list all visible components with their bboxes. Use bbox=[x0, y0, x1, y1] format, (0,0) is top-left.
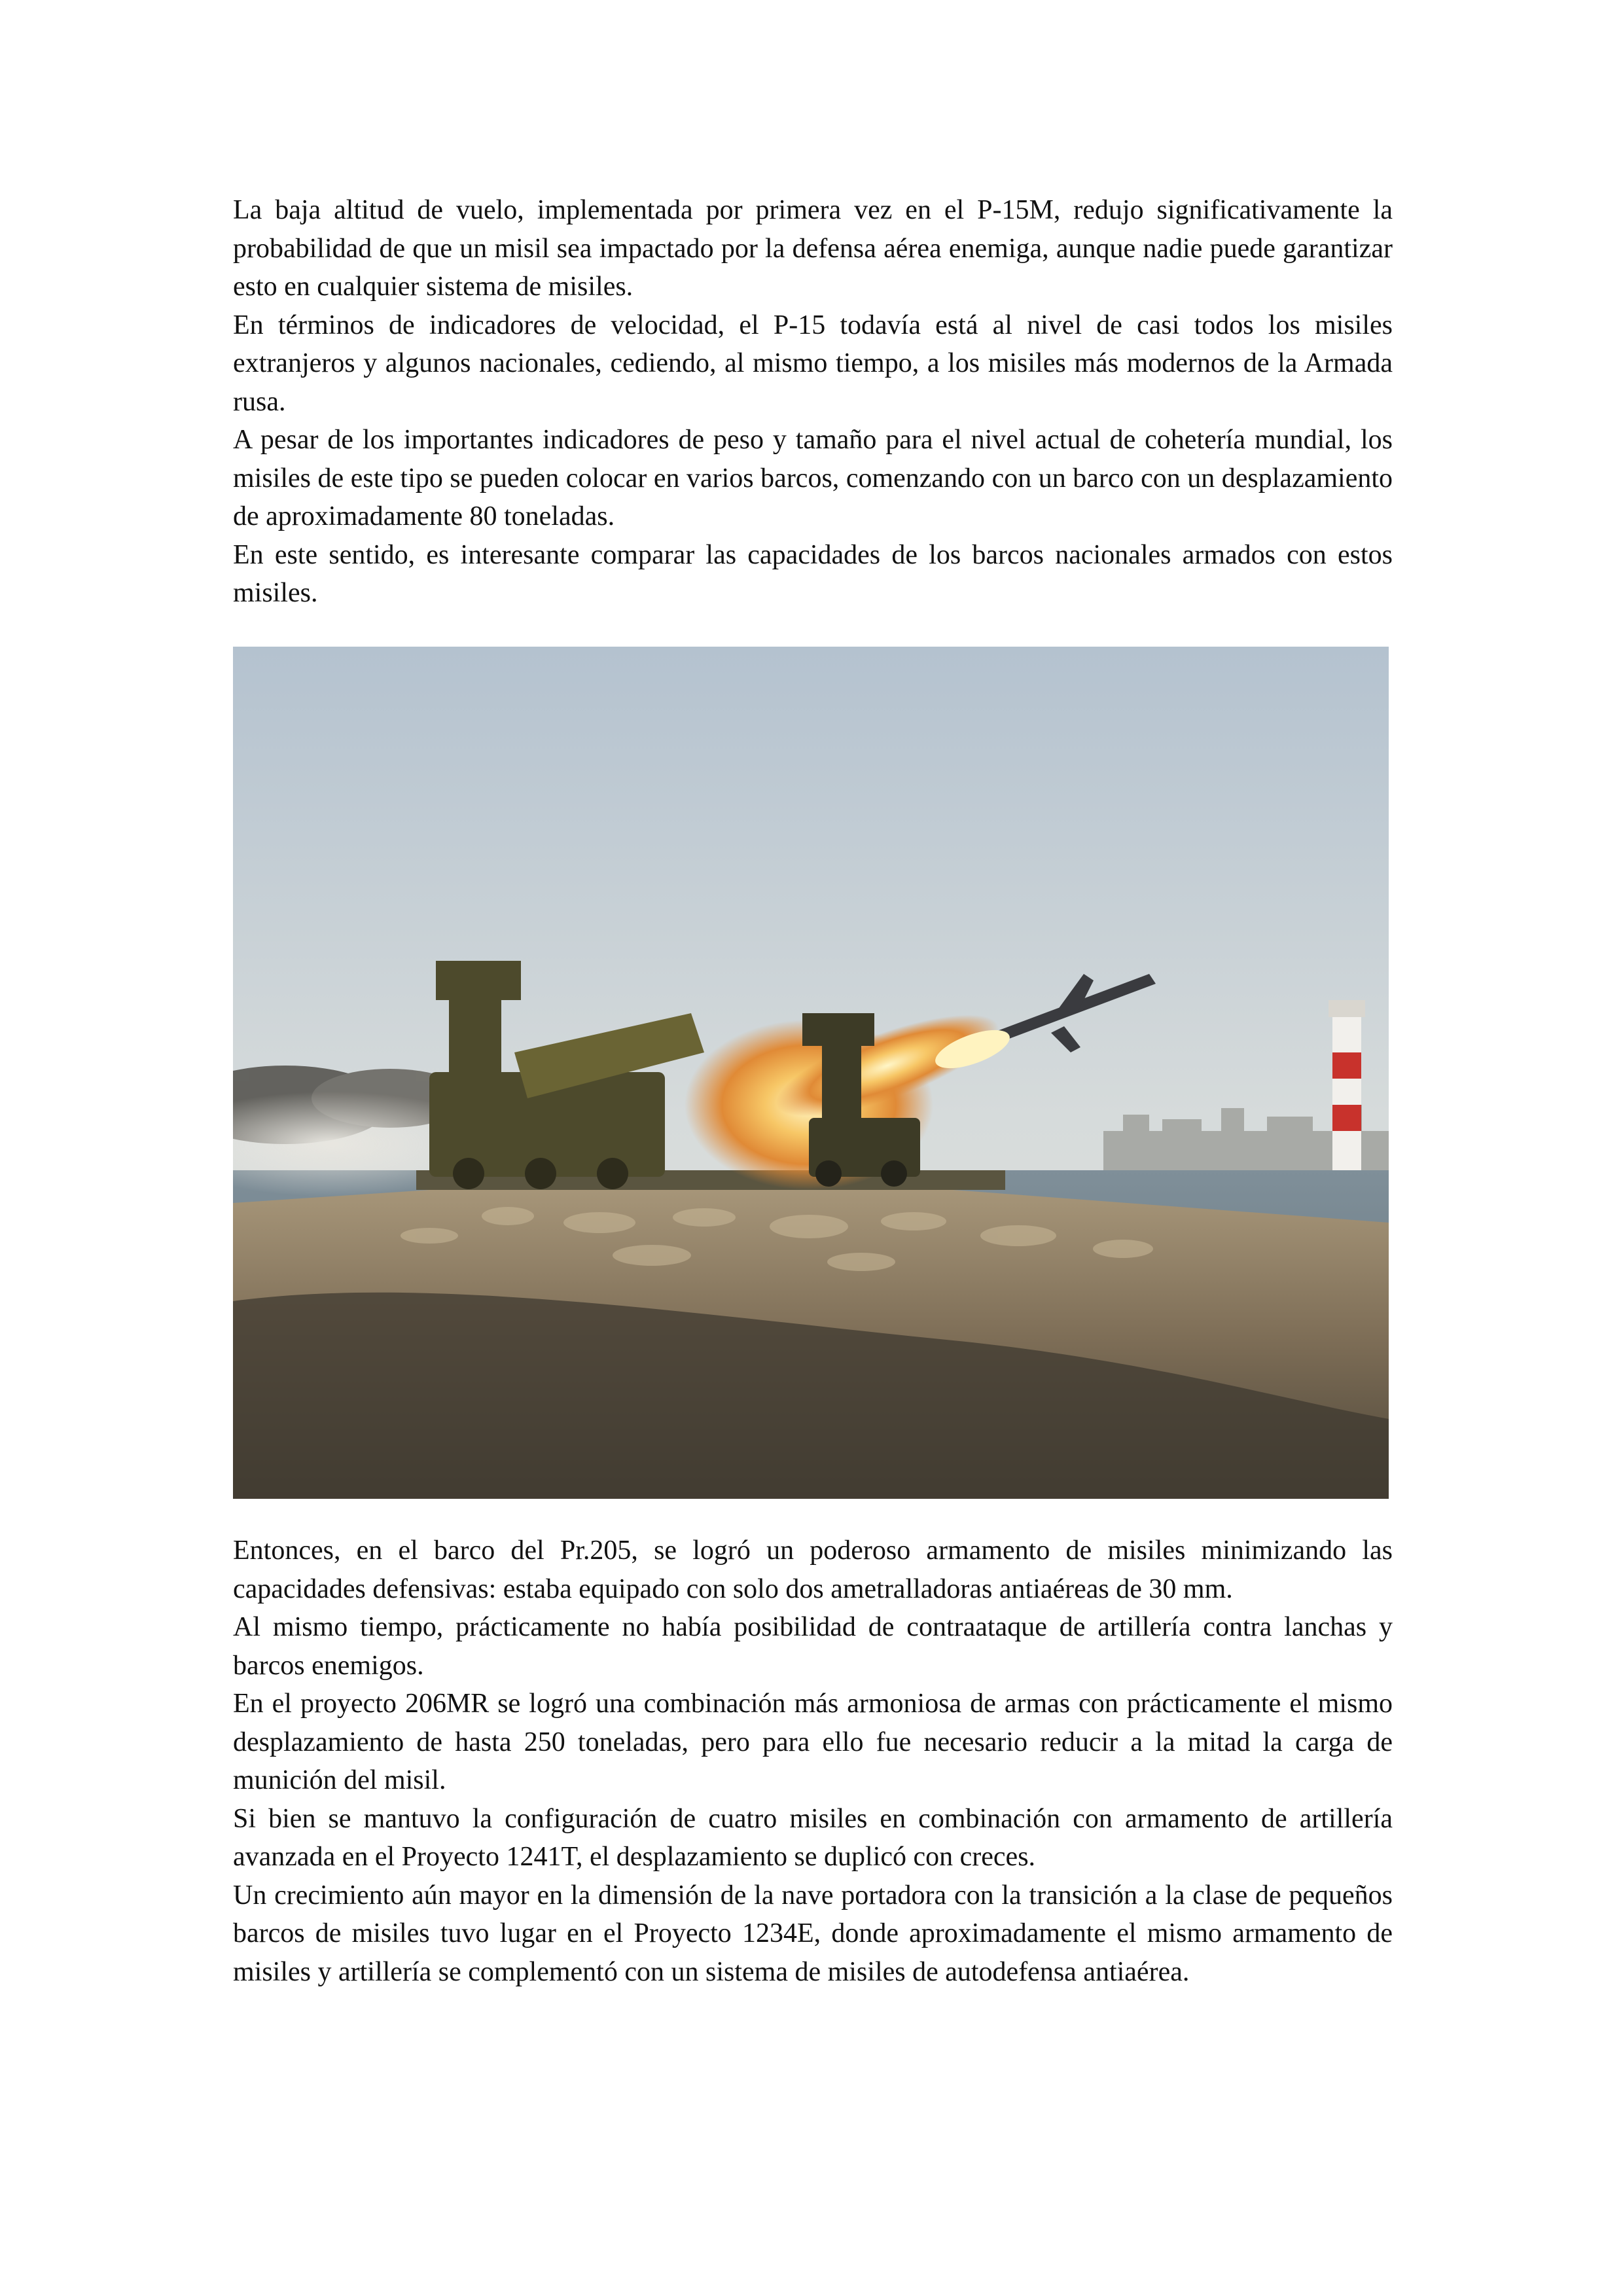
paragraph: Un crecimiento aún mayor en la dimensión de la nave portadora con la transición a la clase de pequeños barcos de misiles tuvo lugar en el Proyecto 1234E, donde aproximadamente el mismo armamento de misiles y artillería se complementó con un sistema de misiles de autodefensa antiaérea. bbox=[233, 1880, 1393, 1987]
lighthouse bbox=[1329, 1000, 1365, 1170]
paragraph: Al mismo tiempo, prácticamente no había posibilidad de contraataque de artillería contra lanchas y barcos enemigos. bbox=[233, 1612, 1393, 1681]
text-block-top bbox=[233, 191, 1393, 613]
paragraph: En el proyecto 206MR se logró una combinación más armoniosa de armas con prácticamente el mismo desplazamiento de hasta 250 toneladas, pero para ello fue necesario reducir a la mitad la carga de munición del misil. bbox=[233, 1689, 1393, 1795]
paragraph: La baja altitud de vuelo, implementada por primera vez en el P-15M, redujo significativamente la probabilidad de que un misil sea impactado por la defensa aérea enemiga, aunque nadie puede garantizar esto en cualquier sistema de misiles. bbox=[233, 195, 1393, 302]
paragraph: Si bien se mantuvo la configuración de cuatro misiles en combinación con armamento de artillería avanzada en el Proyecto 1241T, el desplazamiento se duplicó con creces. bbox=[233, 1803, 1393, 1872]
paragraph: A pesar de los importantes indicadores de peso y tamaño para el nivel actual de cohetería mundial, los misiles de este tipo se pueden colocar en varios barcos, comenzando con un barco con un desplazamiento de aproximadamente 80 toneladas. bbox=[233, 425, 1393, 531]
text-block-bottom bbox=[233, 1532, 1393, 1991]
missile-launch-photo bbox=[233, 647, 1389, 1499]
paragraph: En términos de indicadores de velocidad, el P-15 todavía está al nivel de casi todos los misiles extranjeros y algunos nacionales, cediendo, al mismo tiempo, a los misiles más modernos de la Armada rusa. bbox=[233, 310, 1393, 417]
paragraph: Entonces, en el barco del Pr.205, se logró un poderoso armamento de misiles minimizando las capacidades defensivas: estaba equipado con solo dos ametralladoras antiaéreas de 30 mm. bbox=[233, 1535, 1393, 1604]
paragraph: En este sentido, es interesante comparar las capacidades de los barcos nacionales armados con estos misiles. bbox=[233, 539, 1393, 608]
